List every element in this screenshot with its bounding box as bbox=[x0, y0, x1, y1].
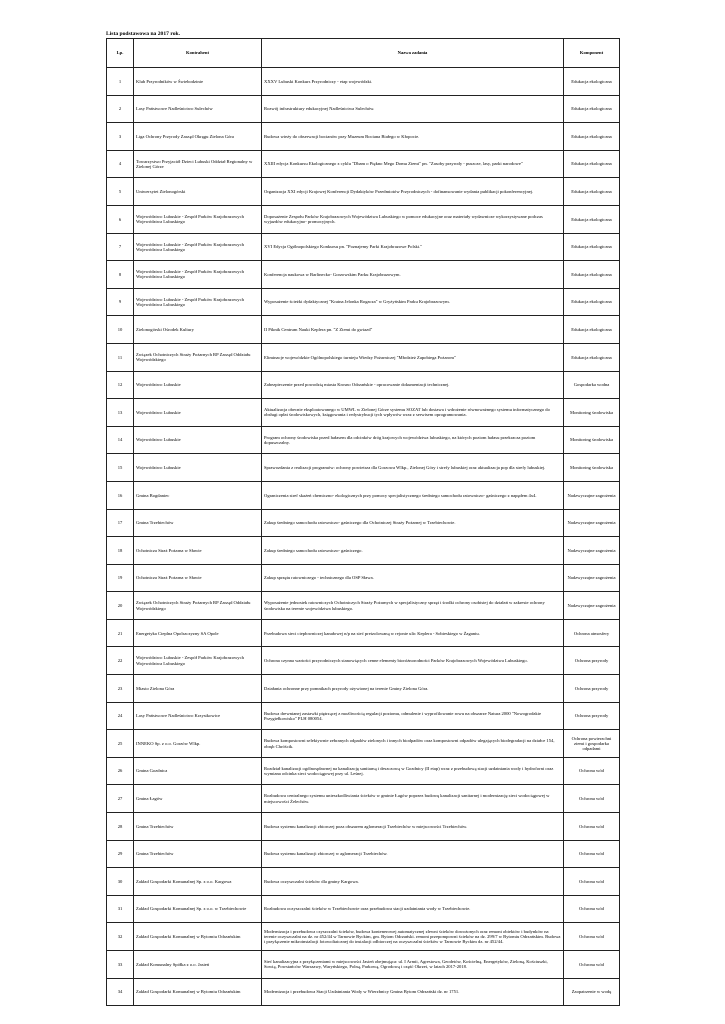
contractor-cell: Województwo Lubuskie - Zespół Parków Krajobrazowych Województwa Lubuskiego bbox=[134, 647, 262, 675]
row-number: 10 bbox=[107, 316, 134, 344]
contractor-cell: Zakład Gospodarki Komunalnej Sp. z o.o. Kargowa bbox=[134, 868, 262, 896]
contractor-cell: Lasy Państwowe Nadleśnictwo Krzystkowice bbox=[134, 702, 262, 730]
table-row bbox=[107, 95, 620, 123]
task-name-cell: Budowa systemu kanalizacji zbiorczej w aglomeracji Trzebiechów. bbox=[262, 840, 564, 868]
component-cell: Edukacja ekologiczna bbox=[564, 178, 620, 206]
task-name-cell: Modernizacja i przebudowa czyszczalni ścieków, budowa kontenerowej automatycznej zlewni ścieków dowożonych oraz remont obiektów i budynków na terenie oczyszczalni na dz. nr 452/44 w Tarnowie Byckim, gm. Bytom Odrzański. remont przepompowni ścieków na dz. 299/7 w Bytomiu Odrzańskim. Budowa i przyłączenie mikroinstalacji fotowoltaicznej do instalacji odbiorczej na oczyszczalni ścieków w Tarnowie Byckim dz. nr 452/44. bbox=[262, 923, 564, 951]
row-number: 15 bbox=[107, 454, 134, 482]
contractor-cell: Gmina Trzebiechów bbox=[134, 509, 262, 537]
task-name-cell: Rozdział kanalizacji ogólnospławnej na kanalizację sanitarną i deszczową w Gozdnicy (II etap) wraz z przebudową stacji uzdatniania wody i hydroforni oraz wymiana odcinka sieci wodociągowej przy ul. Leśnej. bbox=[262, 757, 564, 785]
task-name-cell: Modernizacja i przebudowa Stacji Uzdatniania Wody w Wierzbnicy Gmina Bytom Odrzański dz. nr 1751. bbox=[262, 978, 564, 1006]
row-number: 24 bbox=[107, 702, 134, 730]
task-name-cell: Zakup sprzętu ratowniczego - technicznego dla OSP Sława. bbox=[262, 564, 564, 592]
row-number: 16 bbox=[107, 481, 134, 509]
contractor-cell: Zakład Komunalny Spółka z o.o. Jasień bbox=[134, 951, 262, 979]
row-number: 21 bbox=[107, 619, 134, 647]
contractor-cell: Gmina Gozdnica bbox=[134, 757, 262, 785]
component-cell: Monitoring środowiska bbox=[564, 426, 620, 454]
component-cell: Nadzwyczajne zagrożenia bbox=[564, 537, 620, 565]
row-number: 25 bbox=[107, 730, 134, 758]
task-name-cell: Zakup średniego samochodu ratowniczo- gaśniczego dla Ochotniczej Straży Pożarnej w Trzebiechowie. bbox=[262, 509, 564, 537]
task-list-table bbox=[106, 38, 620, 1006]
contractor-cell: Województwo Lubuskie bbox=[134, 454, 262, 482]
row-number: 31 bbox=[107, 895, 134, 923]
task-name-cell: XXIII edycja Konkursu Ekologicznego z cyklu "Dbam o Piękno Mego Domu Ziemi" pn. "Zasoby przyrody - puszcze, lasy, parki narodowe" bbox=[262, 150, 564, 178]
contractor-cell: Liga Ochrony Przyrody Zarząd Okręgu Zielona Góra bbox=[134, 123, 262, 151]
row-number: 13 bbox=[107, 399, 134, 427]
task-name-cell: Sprawozdania z realizacji programów: ochrony powietrza dla Gorzowa Wlkp., Zielonej Góry i strefy lubuskiej oraz aktualizacja pop dla strefy lubuskiej. bbox=[262, 454, 564, 482]
row-number: 12 bbox=[107, 371, 134, 399]
table-row bbox=[107, 840, 620, 868]
task-name-cell: XXXV Lubuski Konkurs Przyrodniczy - etap wojewódzki. bbox=[262, 68, 564, 96]
table-row bbox=[107, 399, 620, 427]
component-cell: Nadzwyczajne zagrożenia bbox=[564, 592, 620, 620]
task-name-cell: Przebudowa sieci ciepłowniczej kanałowej n/p na sieć preizolowaną w rejonie ulic Keplera - Sobieskiego w Żaganiu. bbox=[262, 619, 564, 647]
component-cell: Edukacja ekologiczna bbox=[564, 205, 620, 233]
contractor-cell: Zakład Gospodarki Komunalnej w Bytomiu Odrzańskim bbox=[134, 923, 262, 951]
component-cell: Monitoring środowiska bbox=[564, 454, 620, 482]
component-cell: Nadzwyczajne zagrożenia bbox=[564, 509, 620, 537]
header-komponent: Komponent bbox=[564, 39, 620, 68]
table-row bbox=[107, 123, 620, 151]
contractor-cell: Województwo Lubuskie bbox=[134, 426, 262, 454]
contractor-cell: Związek Ochotniczych Straży Pożarnych RP Zarząd Oddziału Wojewódzkiego bbox=[134, 592, 262, 620]
table-row bbox=[107, 68, 620, 96]
task-name-cell: Sieć kanalizacyjna z przyłączeniami w miejscowości Jasień obejmująca: ul. I Armii, Agrestowa, Geodetów, Kościelną, Energetyków, Zieloną, Kościuszki, Sowią, Powstańców Warszawy, Waryńskiego, Polną, Parkową, Ogrodową i część Okrzei, w latach 2017-2018. bbox=[262, 951, 564, 979]
task-name-cell: Aktualizacja obecnie eksploatowanego w UMWL w Zielonej Górze systemu SOZAT lub dostawa i wdrożenie równoważnego systemu informatycznego do obsługi opłat środowiskowych, księgowania i redystrybucji tych wpływów wraz z serwisem oprogramowania. bbox=[262, 399, 564, 427]
table-row bbox=[107, 426, 620, 454]
component-cell: Ochrona wód bbox=[564, 840, 620, 868]
table-row bbox=[107, 923, 620, 951]
table-row bbox=[107, 537, 620, 565]
row-number: 32 bbox=[107, 923, 134, 951]
table-row bbox=[107, 757, 620, 785]
row-number: 4 bbox=[107, 150, 134, 178]
table-row bbox=[107, 371, 620, 399]
component-cell: Edukacja ekologiczna bbox=[564, 123, 620, 151]
contractor-cell: Zakład Gospodarki Komunalnej Sp. z o.o. w Trzebiechowie bbox=[134, 895, 262, 923]
task-name-cell: Rozbudowa centralnego systemu unieszkodliwiania ścieków w gminie Łagów poprzez budowę kanalizacji sanitarnej i modernizację sieci wodociągowej w miejscowości Żelechów. bbox=[262, 785, 564, 813]
task-name-cell: Rozbudowa oczyszczalni ścieków w Trzebiechowie oraz przebudowa stacji uzdatniania wody w Trzebiechowie. bbox=[262, 895, 564, 923]
row-number: 5 bbox=[107, 178, 134, 206]
row-number: 1 bbox=[107, 68, 134, 96]
contractor-cell: Województwo Lubuskie - Zespół Parków Krajobrazowych Województwa Lubuskiego bbox=[134, 205, 262, 233]
component-cell: Ochrona powierzchni ziemi i gospodarka odpadami bbox=[564, 730, 620, 758]
row-number: 27 bbox=[107, 785, 134, 813]
contractor-cell: Zielonogórski Ośrodek Kultury bbox=[134, 316, 262, 344]
contractor-cell: Klub Przyrodników w Świebodzinie bbox=[134, 68, 262, 96]
table-row bbox=[107, 178, 620, 206]
table-row bbox=[107, 261, 620, 289]
row-number: 17 bbox=[107, 509, 134, 537]
task-name-cell: Budowa oczyszczalni ścieków dla gminy Kargowa. bbox=[262, 868, 564, 896]
row-number: 11 bbox=[107, 343, 134, 371]
table-row bbox=[107, 343, 620, 371]
component-cell: Ochrona wód bbox=[564, 923, 620, 951]
component-cell: Edukacja ekologiczna bbox=[564, 343, 620, 371]
table-row bbox=[107, 702, 620, 730]
table-header-row bbox=[107, 39, 620, 68]
task-name-cell: Budowa drewnianej zastawki piętrzącej z możliwością regulacji poziomu, odmulenie i wyprofilowanie rowu na obszarze Natura 2000 "Nowogrodzkie Przygiełkowisko" PLH 080054. bbox=[262, 702, 564, 730]
table-row bbox=[107, 150, 620, 178]
table-row bbox=[107, 785, 620, 813]
task-name-cell: Zabezpieczenie przed powodzią miasta Krosno Odrzańskie - opracowanie dokumentacji technicznej. bbox=[262, 371, 564, 399]
contractor-cell: Towarzystwo Przyjaciół Dzieci Lubuski Oddział Regionalny w Zielonej Górze bbox=[134, 150, 262, 178]
contractor-cell: Gmina Trzebiechów bbox=[134, 840, 262, 868]
task-name-cell: Rozwój infrastruktury edukacyjnej Nadleśnictwa Sulechów. bbox=[262, 95, 564, 123]
contractor-cell: Zakład Gospodarki Komunalnej w Bytomiu Odrzańskim bbox=[134, 978, 262, 1006]
component-cell: Edukacja ekologiczna bbox=[564, 233, 620, 261]
component-cell: Nadzwyczajne zagrożenia bbox=[564, 564, 620, 592]
row-number: 30 bbox=[107, 868, 134, 896]
row-number: 26 bbox=[107, 757, 134, 785]
row-number: 9 bbox=[107, 288, 134, 316]
table-row bbox=[107, 316, 620, 344]
task-name-cell: Ograniczenia stref skażeń chemiczno- ekologicznych przy pomocy specjalistycznego średniego samochodu ratowniczo- gaśniczego z napędem 4x4. bbox=[262, 481, 564, 509]
table-row bbox=[107, 481, 620, 509]
table-row bbox=[107, 813, 620, 841]
contractor-cell: Związek Ochotniczych Straży Pożarnych RP Zarząd Oddziału Wojewódzkiego bbox=[134, 343, 262, 371]
component-cell: Ochrona przyrody bbox=[564, 675, 620, 703]
contractor-cell: Ochotnicza Straż Pożarna w Sławie bbox=[134, 564, 262, 592]
task-name-cell: Doposażenie Zespołu Parków Krajobrazowych Województwa Lubuskiego w pomoce edukacyjne oraz materiały wydawnicze wykorzystywane podczas wyjazdów edukacyjno- promocyjnych. bbox=[262, 205, 564, 233]
task-name-cell: XVI Edycja Ogólnopolskiego Konkursu pn. "Poznajemy Parki Krajobrazowe Polski." bbox=[262, 233, 564, 261]
table-row bbox=[107, 205, 620, 233]
table-row bbox=[107, 288, 620, 316]
component-cell: Gospodarka wodna bbox=[564, 371, 620, 399]
contractor-cell: Województwo Lubuskie - Zespół Parków Krajobrazowych Województwa Lubuskiego bbox=[134, 233, 262, 261]
row-number: 23 bbox=[107, 675, 134, 703]
component-cell: Edukacja ekologiczna bbox=[564, 95, 620, 123]
table-row bbox=[107, 868, 620, 896]
component-cell: Ochrona wód bbox=[564, 813, 620, 841]
contractor-cell: Energetyka Cieplna Opolszczyzny SA Opole bbox=[134, 619, 262, 647]
task-name-cell: Wyposażenie jednostek ratowniczych Ochotniczych Straży Pożarnych w specjalistyczny sprzęt i środki ochrony osobistej do działań w zakresie ochrony środowiska na terenie województwa lubuskiego. bbox=[262, 592, 564, 620]
component-cell: Ochrona wód bbox=[564, 868, 620, 896]
row-number: 3 bbox=[107, 123, 134, 151]
component-cell: Ochrona atmosfery bbox=[564, 619, 620, 647]
header-nazwa-zadania: Nazwa zadania bbox=[262, 39, 564, 68]
table-row bbox=[107, 509, 620, 537]
table-row bbox=[107, 564, 620, 592]
component-cell: Ochrona przyrody bbox=[564, 647, 620, 675]
document-title: Lista podstawowa na 2017 rok. bbox=[106, 31, 181, 37]
table-row bbox=[107, 895, 620, 923]
table-row bbox=[107, 619, 620, 647]
row-number: 8 bbox=[107, 261, 134, 289]
row-number: 2 bbox=[107, 95, 134, 123]
row-number: 20 bbox=[107, 592, 134, 620]
row-number: 19 bbox=[107, 564, 134, 592]
component-cell: Edukacja ekologiczna bbox=[564, 68, 620, 96]
task-name-cell: Program ochrony środowiska przed hałasem dla odcinków dróg krajowych województwa lubuskiego, na których poziom hałasu przekracza poziom dopuszczalny. bbox=[262, 426, 564, 454]
row-number: 6 bbox=[107, 205, 134, 233]
component-cell: Ochrona przyrody bbox=[564, 702, 620, 730]
table-row bbox=[107, 978, 620, 1006]
contractor-cell: INNEKO Sp. z o.o. Gorzów Wlkp. bbox=[134, 730, 262, 758]
task-name-cell: Eliminacje wojewódzkie Ogólnopolskiego turnieju Wiedzy Pożarniczej "Młodzież Zapobiega Pożarom" bbox=[262, 343, 564, 371]
contractor-cell: Ochotnicza Straż Pożarna w Sławie bbox=[134, 537, 262, 565]
contractor-cell: Uniwersytet Zielonogórski bbox=[134, 178, 262, 206]
task-name-cell: II Piknik Centrum Nauki Keplera pn. "Z Ziemi do gwiazd" bbox=[262, 316, 564, 344]
contractor-cell: Województwo Lubuskie - Zespół Parków Krajobrazowych Województwa Lubuskiego bbox=[134, 261, 262, 289]
contractor-cell: Województwo Lubuskie - Zespół Parków Krajobrazowych Województwa Lubuskiego bbox=[134, 288, 262, 316]
header-kontrahent: Kontrahent bbox=[134, 39, 262, 68]
row-number: 7 bbox=[107, 233, 134, 261]
row-number: 28 bbox=[107, 813, 134, 841]
row-number: 29 bbox=[107, 840, 134, 868]
component-cell: Monitoring środowiska bbox=[564, 399, 620, 427]
component-cell: Zaopatrzenie w wodę bbox=[564, 978, 620, 1006]
component-cell: Edukacja ekologiczna bbox=[564, 150, 620, 178]
component-cell: Ochrona wód bbox=[564, 951, 620, 979]
table-row bbox=[107, 951, 620, 979]
component-cell: Ochrona wód bbox=[564, 895, 620, 923]
header-lp: Lp. bbox=[107, 39, 134, 68]
table-row bbox=[107, 675, 620, 703]
table-row bbox=[107, 730, 620, 758]
table-row bbox=[107, 233, 620, 261]
contractor-cell: Gmina Łagów bbox=[134, 785, 262, 813]
row-number: 34 bbox=[107, 978, 134, 1006]
task-name-cell: Budowa kompostowni selektywnie zebranych odpadów zielonych i innych biodpadów oraz kompostowni odpadów ulegających biodegradacji na działce 154, obręb Chróścik. bbox=[262, 730, 564, 758]
table-row bbox=[107, 647, 620, 675]
task-name-cell: Wyposażenie ścieżki dydaktycznej "Kraina Jelonka Rogacza" w Gryżyńskim Parku Krajobrazowym. bbox=[262, 288, 564, 316]
component-cell: Nadzwyczajne zagrożenia bbox=[564, 481, 620, 509]
row-number: 33 bbox=[107, 951, 134, 979]
component-cell: Edukacja ekologiczna bbox=[564, 288, 620, 316]
task-name-cell: Konferencja naukowa w Barlinecko- Gorzowskim Parku Krajobrazowym. bbox=[262, 261, 564, 289]
row-number: 14 bbox=[107, 426, 134, 454]
component-cell: Edukacja ekologiczna bbox=[564, 261, 620, 289]
contractor-cell: Miasto Zielona Góra bbox=[134, 675, 262, 703]
contractor-cell: Lasy Państwowe Nadleśnictwo Sulechów bbox=[134, 95, 262, 123]
task-name-cell: Działania ochronne przy pomnikach przyrody ożywionej na terenie Gminy Zielona Góra. bbox=[262, 675, 564, 703]
row-number: 18 bbox=[107, 537, 134, 565]
contractor-cell: Województwo Lubuskie bbox=[134, 371, 262, 399]
task-name-cell: Ochrona czynna wartości przyrodniczych stanowiących cenne elementy bioróżnorodności Parków Krajobrazowych Województwa Lubuskiego. bbox=[262, 647, 564, 675]
table-row bbox=[107, 454, 620, 482]
component-cell: Edukacja ekologiczna bbox=[564, 316, 620, 344]
row-number: 22 bbox=[107, 647, 134, 675]
contractor-cell: Gmina Trzebiechów bbox=[134, 813, 262, 841]
component-cell: Ochrona wód bbox=[564, 757, 620, 785]
component-cell: Ochrona wód bbox=[564, 785, 620, 813]
table-row bbox=[107, 592, 620, 620]
table-body bbox=[107, 68, 620, 1006]
task-name-cell: Budowa systemu kanalizacji zbiorczej poza obszarem aglomeracji Trzebiechów w miejscowości Trzebiechów. bbox=[262, 813, 564, 841]
task-name-cell: Zakup średniego samochodu ratowniczo- gaśniczego. bbox=[262, 537, 564, 565]
task-name-cell: Organizacja XXI edycji Krajowej Konferencji Dydaktyków Przedmiotów Przyrodniczych - dofinansowanie wydania publikacji pokonferencyjnej. bbox=[262, 178, 564, 206]
contractor-cell: Województwo Lubuskie bbox=[134, 399, 262, 427]
contractor-cell: Gmina Bogdaniec bbox=[134, 481, 262, 509]
task-name-cell: Budowa wieży do obserwacji bocianów przy Muzeum Bociana Białego w Kłopocie. bbox=[262, 123, 564, 151]
